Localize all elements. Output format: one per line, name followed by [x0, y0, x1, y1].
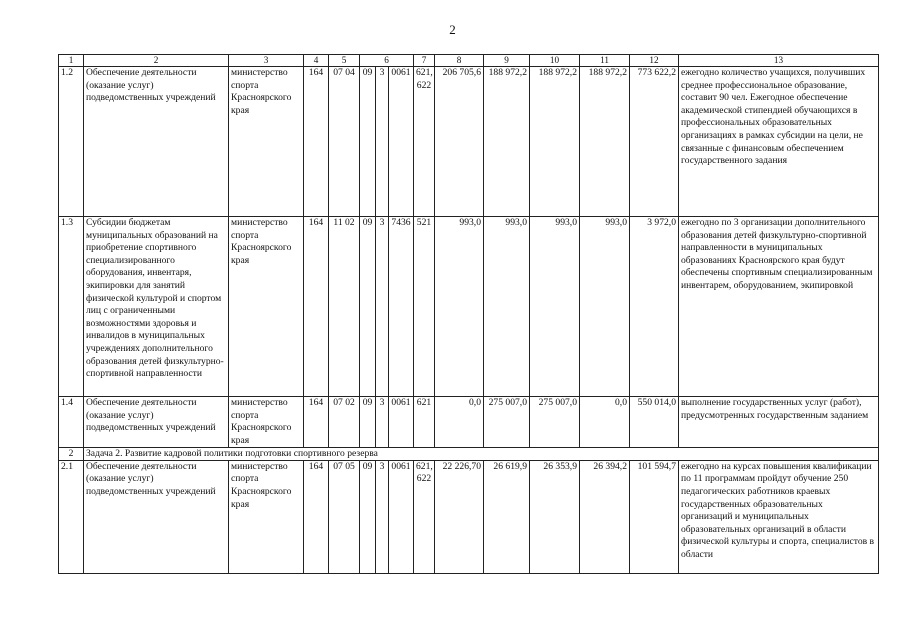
year4-amount: 0,0 — [580, 397, 630, 448]
header-cell: 4 — [304, 55, 329, 67]
task-title: Задача 2. Развитие кадровой политики подготовки спортивного резерва — [84, 448, 879, 461]
rzpr-code: 07 05 — [329, 460, 360, 573]
table-row — [59, 397, 879, 448]
header-cell: 7 — [414, 55, 435, 67]
row-number: 1.3 — [59, 217, 84, 397]
ministry: министерство спорта Красноярского края — [229, 217, 304, 397]
header-cell: 12 — [630, 55, 679, 67]
vr-code: 621 — [414, 397, 435, 448]
header-row — [59, 55, 879, 67]
year1-amount: 993,0 — [435, 217, 484, 397]
header-cell: 9 — [484, 55, 530, 67]
header-cell: 3 — [229, 55, 304, 67]
rzpr-code: 07 02 — [329, 397, 360, 448]
year3-amount: 188 972,2 — [530, 67, 580, 217]
header-cell: 6 — [360, 55, 414, 67]
header-cell: 5 — [329, 55, 360, 67]
header-cell: 10 — [530, 55, 580, 67]
grbs-code: 164 — [304, 397, 329, 448]
ministry: министерство спорта Красноярского края — [229, 397, 304, 448]
csr-code-3: 0061 — [389, 67, 414, 217]
activity-name: Субсидии бюджетам муниципальных образований на приобретение спортивного специализированного оборудования, инвентаря, экипировки для занятий физической культурой и спортом лиц с ограниченными возможностями здоровья и инвалидов в муниципальных учреждениях дополнительного образования детей физкультурно-спортивной направленности — [84, 217, 229, 397]
csr-code-1: 09 — [360, 217, 376, 397]
csr-code-3: 0061 — [389, 460, 414, 573]
activity-name: Обеспечение деятельности (оказание услуг) подведомственных учреждений — [84, 67, 229, 217]
grbs-code: 164 — [304, 217, 329, 397]
year2-amount: 993,0 — [484, 217, 530, 397]
csr-code-1: 09 — [360, 460, 376, 573]
csr-code-1: 09 — [360, 67, 376, 217]
expected-result: ежегодно на курсах повышения квалификации по 11 программам пройдут обучение 250 педагогических работников краевых государственных образовательных организаций и муниципальных образовательных организаций в области физической культуры и спорта, специалистов в области — [679, 460, 879, 573]
table-row — [59, 217, 879, 397]
year2-amount: 188 972,2 — [484, 67, 530, 217]
csr-code-2: 3 — [376, 217, 389, 397]
vr-code: 621, 622 — [414, 460, 435, 573]
expected-result: ежегодно количество учащихся, получивших среднее профессиональное образование, составит 90 чел. Ежегодное обеспечение академической стипендией обучающихся в профессиональных образовательных организациях в рамках субсидии на цели, не связанные с финансовым обеспечением государственного задания — [679, 67, 879, 217]
task-row — [59, 448, 879, 461]
total-amount: 101 594,7 — [630, 460, 679, 573]
row-number: 2.1 — [59, 460, 84, 573]
vr-code: 621, 622 — [414, 67, 435, 217]
expected-result: ежегодно по 3 организации дополнительного образования детей физкультурно-спортивной направленности в муниципальных образованиях Красноярского края будут обеспечены спортивным специализированным инвентарем, оборудованием, экипировкой — [679, 217, 879, 397]
vr-code: 521 — [414, 217, 435, 397]
task-number: 2 — [59, 448, 84, 461]
csr-code-3: 7436 — [389, 217, 414, 397]
csr-code-2: 3 — [376, 397, 389, 448]
table-row — [59, 67, 879, 217]
year3-amount: 26 353,9 — [530, 460, 580, 573]
header-cell: 2 — [84, 55, 229, 67]
csr-code-1: 09 — [360, 397, 376, 448]
rzpr-code: 07 04 — [329, 67, 360, 217]
csr-code-2: 3 — [376, 67, 389, 217]
total-amount: 3 972,0 — [630, 217, 679, 397]
row-number: 1.4 — [59, 397, 84, 448]
year4-amount: 26 394,2 — [580, 460, 630, 573]
header-cell: 8 — [435, 55, 484, 67]
ministry: министерство спорта Красноярского края — [229, 460, 304, 573]
year4-amount: 993,0 — [580, 217, 630, 397]
rzpr-code: 11 02 — [329, 217, 360, 397]
grbs-code: 164 — [304, 67, 329, 217]
csr-code-2: 3 — [376, 460, 389, 573]
grbs-code: 164 — [304, 460, 329, 573]
table-row — [59, 460, 879, 573]
header-cell: 13 — [679, 55, 879, 67]
year4-amount: 188 972,2 — [580, 67, 630, 217]
total-amount: 550 014,0 — [630, 397, 679, 448]
ministry: министерство спорта Красноярского края — [229, 67, 304, 217]
year1-amount: 22 226,70 — [435, 460, 484, 573]
year3-amount: 275 007,0 — [530, 397, 580, 448]
csr-code-3: 0061 — [389, 397, 414, 448]
row-number: 1.2 — [59, 67, 84, 217]
activity-name: Обеспечение деятельности (оказание услуг) подведомственных учреждений — [84, 397, 229, 448]
year1-amount: 0,0 — [435, 397, 484, 448]
header-cell: 11 — [580, 55, 630, 67]
year3-amount: 993,0 — [530, 217, 580, 397]
total-amount: 773 622,2 — [630, 67, 679, 217]
program-activities-table — [58, 54, 879, 574]
year2-amount: 275 007,0 — [484, 397, 530, 448]
header-cell: 1 — [59, 55, 84, 67]
page-number: 2 — [449, 22, 456, 37]
activity-name: Обеспечение деятельности (оказание услуг) подведомственных учреждений — [84, 460, 229, 573]
year2-amount: 26 619,9 — [484, 460, 530, 573]
year1-amount: 206 705,6 — [435, 67, 484, 217]
expected-result: выполнение государственных услуг (работ), предусмотренных государственным заданием — [679, 397, 879, 448]
